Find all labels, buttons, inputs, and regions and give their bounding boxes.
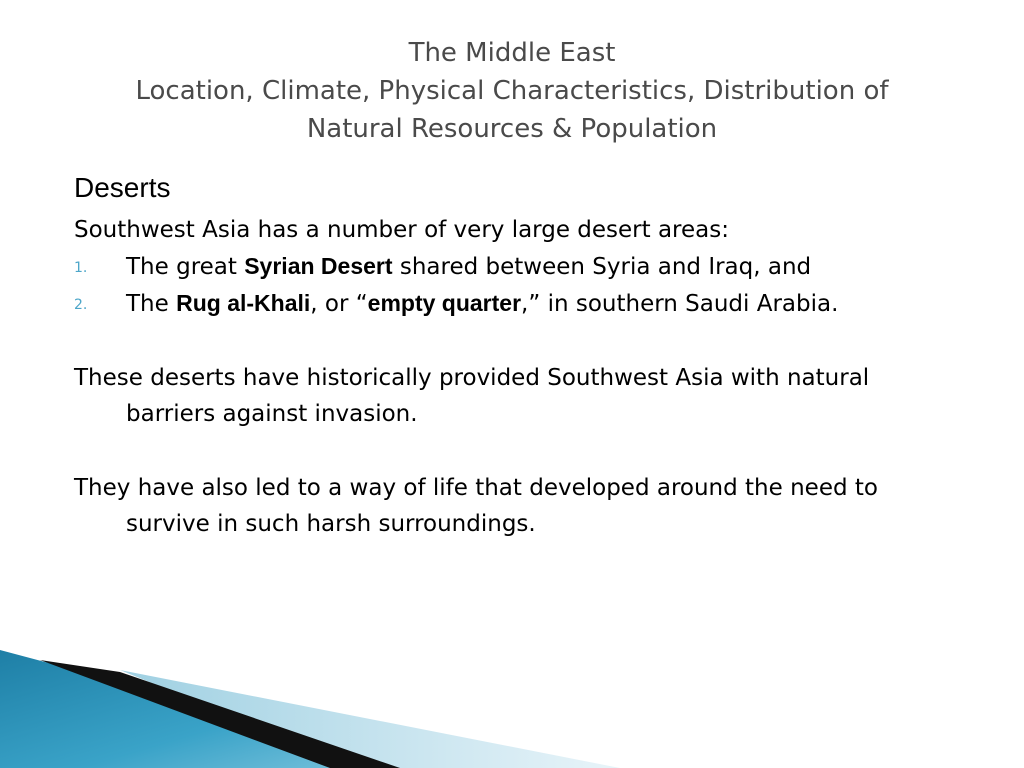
title-line-3: Natural Resources & Population <box>306 114 718 144</box>
list-text: The <box>126 291 177 317</box>
list-number: 1. <box>74 260 88 276</box>
title-line-1: The Middle East <box>408 38 616 68</box>
list-item <box>74 248 954 285</box>
list-bold-term: Rug al-Khali <box>176 290 311 316</box>
title-line-2: Location, Climate, Physical Characteristics, Distribution of <box>135 76 889 106</box>
list-item <box>74 285 954 322</box>
desert-list <box>74 248 954 322</box>
intro-text: Southwest Asia has a number of very large desert areas: <box>74 217 729 243</box>
list-bold-term: empty quarter <box>367 290 522 316</box>
paragraph-way-of-life: They have also led to a way of life that developed around the need to survive in such harsh surroundings. <box>74 475 878 537</box>
list-bold-term: Syrian Desert <box>244 253 393 279</box>
section-heading: Deserts <box>74 172 171 203</box>
list-text: shared between Syria and Iraq, and <box>392 254 812 280</box>
list-number: 2. <box>74 297 88 313</box>
slide-title <box>40 34 984 148</box>
list-text: ,” in southern Saudi Arabia. <box>521 291 839 317</box>
slide-body <box>74 168 954 542</box>
decorative-corner-graphic <box>0 620 620 768</box>
paragraph-barriers: These deserts have historically provided Southwest Asia with natural barriers against invasion. <box>74 365 870 427</box>
list-text: The great <box>126 254 245 280</box>
list-text: , or “ <box>310 291 368 317</box>
